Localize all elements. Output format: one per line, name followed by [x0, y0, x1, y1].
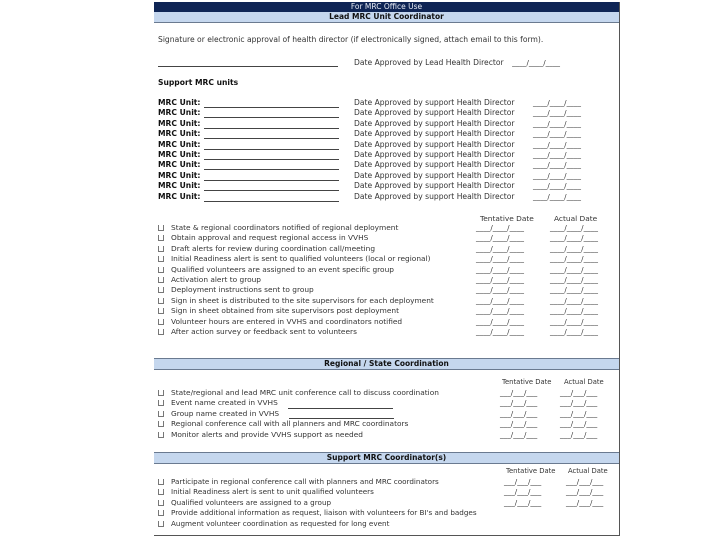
actual-date-field[interactable]: ____/____/____ [550, 275, 598, 284]
checkbox-icon[interactable] [158, 308, 164, 314]
checkbox-icon[interactable] [158, 411, 164, 417]
task-label: Regional conference call with all planners and MRC coordinators [171, 419, 409, 429]
checkbox-icon[interactable] [158, 287, 164, 293]
support-date-label: Date Approved by support Health Director [354, 181, 515, 191]
actual-date-field[interactable]: ___/___/___ [566, 497, 604, 507]
tentative-date-field[interactable]: ____/____/____ [476, 243, 524, 253]
task-label: Qualified volunteers are assigned to an event specific group [171, 264, 394, 274]
tentative-date-field[interactable]: ___/___/___ [500, 398, 538, 408]
support-unit-row [158, 170, 581, 181]
actual-date-field[interactable]: ____/____/____ [550, 306, 598, 316]
support-date-field[interactable]: ____/____/____ [533, 108, 581, 118]
task-item [158, 497, 604, 508]
name-input[interactable] [288, 400, 393, 409]
checkbox-icon[interactable] [158, 246, 164, 252]
checkbox-icon[interactable] [158, 521, 164, 527]
task-label: Sign in sheet obtained from site supervisors post deployment [171, 306, 400, 316]
checkbox-icon[interactable] [158, 510, 164, 516]
tentative-date-field[interactable]: ____/____/____ [476, 327, 524, 336]
support-date-field[interactable]: ____/____/____ [533, 170, 581, 180]
support-date-label: Date Approved by support Health Director [354, 139, 515, 149]
task-item [158, 408, 598, 419]
task-label: Qualified volunteers are assigned to a group [171, 497, 332, 507]
mrc-unit-input[interactable] [204, 130, 339, 139]
signature-instruction: Signature or electronic approval of health director (if electronically signed, attach email to this form). [158, 35, 544, 44]
support-date-field[interactable]: ____/____/____ [533, 191, 581, 201]
task-item [158, 487, 604, 497]
checkbox-icon[interactable] [158, 390, 164, 396]
task-label: Initial Readiness alert is sent to unit qualified volunteers [171, 487, 374, 497]
support-date-label: Date Approved by support Health Director [354, 160, 515, 170]
task-label: Deployment instructions sent to group [171, 285, 314, 295]
support-date-field[interactable]: ____/____/____ [533, 160, 581, 170]
task-label: Sign in sheet is distributed to the site supervisors for each deployment [171, 295, 434, 305]
tentative-date-field[interactable]: ____/____/____ [476, 223, 524, 232]
actual-date-field[interactable]: ____/____/____ [550, 316, 598, 326]
mrc-office-form [154, 2, 620, 536]
checkbox-icon[interactable] [158, 329, 164, 335]
tentative-date-field[interactable]: ____/____/____ [476, 233, 524, 243]
task-label: Provide additional information as request, liaison with volunteers for BI's and badges [171, 508, 477, 518]
office-use-banner: For MRC Office Use [154, 2, 619, 12]
task-label: Participate in regional conference call with planners and MRC coordinators [171, 477, 439, 486]
mrc-unit-input[interactable] [204, 120, 339, 129]
mrc-unit-label: MRC Unit: [158, 191, 201, 201]
task-item [158, 398, 598, 408]
mrc-unit-label: MRC Unit: [158, 170, 201, 180]
lead-date-row [354, 58, 560, 68]
support-date-field[interactable]: ____/____/____ [533, 181, 581, 191]
task-label: Initial Readiness alert is sent to qualified volunteers (local or regional) [171, 254, 431, 264]
actual-date-field[interactable]: ___/___/___ [560, 408, 598, 418]
checkbox-icon[interactable] [158, 235, 164, 241]
mrc-unit-input[interactable] [204, 161, 339, 170]
mrc-unit-input[interactable] [204, 141, 339, 150]
actual-date-field[interactable]: ____/____/____ [550, 295, 598, 305]
task-label: Augment volunteer coordination as requested for long event [171, 518, 390, 528]
task-item [158, 508, 477, 518]
actual-date-field[interactable]: ____/____/____ [550, 243, 598, 253]
task-label: Draft alerts for review during coordination call/meeting [171, 243, 376, 253]
task-item [158, 254, 598, 264]
mrc-unit-label: MRC Unit: [158, 118, 201, 128]
task-item [158, 243, 598, 254]
mrc-unit-input[interactable] [204, 193, 339, 202]
task-label: Monitor alerts and provide VVHS support as needed [171, 429, 363, 439]
support-date-label: Date Approved by support Health Director [354, 150, 515, 159]
regional-col-tentative: Tentative Date [502, 378, 552, 386]
support-coord-section-header: Support MRC Coordinator(s) [154, 452, 619, 464]
tentative-date-field[interactable]: ___/___/___ [504, 497, 542, 507]
tentative-date-field[interactable]: ___/___/___ [500, 429, 538, 439]
actual-date-field[interactable]: ___/___/___ [560, 398, 598, 408]
actual-date-field[interactable]: ___/___/___ [560, 419, 598, 429]
task-item [158, 223, 598, 233]
tentative-date-field[interactable]: ____/____/____ [476, 306, 524, 316]
tentative-date-field[interactable]: ____/____/____ [476, 316, 524, 326]
task-item [158, 233, 598, 243]
mrc-unit-input[interactable] [204, 182, 339, 191]
mrc-unit-label: MRC Unit: [158, 139, 201, 149]
checkbox-icon[interactable] [158, 432, 164, 438]
checkbox-icon[interactable] [158, 298, 164, 304]
task-item [158, 419, 598, 429]
support-date-field[interactable]: ____/____/____ [533, 129, 581, 139]
support-date-field[interactable]: ____/____/____ [533, 118, 581, 128]
actual-date-field[interactable]: ____/____/____ [550, 327, 598, 336]
task-item [158, 264, 598, 275]
mrc-unit-input[interactable] [204, 99, 339, 108]
task-item [158, 275, 598, 285]
tentative-date-field[interactable]: ____/____/____ [476, 275, 524, 284]
support-date-label: Date Approved by support Health Director [354, 129, 515, 139]
support-unit-row [158, 98, 581, 108]
actual-date-field[interactable]: ____/____/____ [550, 264, 598, 274]
lead-date-field[interactable]: ____/____/____ [512, 58, 561, 67]
task-label: Volunteer hours are entered in VVHS and coordinators notified [171, 316, 403, 326]
support-unit-row [158, 139, 581, 150]
task-item [158, 285, 598, 295]
checkbox-icon[interactable] [158, 479, 164, 485]
task-item [158, 388, 598, 398]
signature-line[interactable] [158, 58, 338, 67]
checkbox-icon[interactable] [158, 500, 164, 506]
task-label: Activation alert to group [171, 275, 261, 284]
task-label: Group name created in VVHS [171, 408, 280, 418]
task-item [158, 519, 389, 529]
support-units-heading: Support MRC units [158, 78, 239, 87]
support-unit-row [158, 108, 581, 118]
task-label: State/regional and lead MRC unit conference call to discuss coordination [171, 388, 439, 397]
tentative-date-field[interactable]: ___/___/___ [500, 419, 538, 429]
actual-date-field[interactable]: ____/____/____ [550, 223, 598, 232]
checkbox-icon[interactable] [158, 400, 164, 406]
lead-section-header: Lead MRC Unit Coordinator [154, 12, 619, 23]
checkbox-icon[interactable] [158, 267, 164, 273]
mrc-unit-label: MRC Unit: [158, 129, 201, 139]
task-item [158, 306, 598, 316]
support-unit-row [158, 191, 581, 202]
tentative-date-field[interactable]: ____/____/____ [476, 285, 524, 295]
mrc-unit-label: MRC Unit: [158, 150, 201, 159]
support-date-label: Date Approved by support Health Director [354, 108, 515, 118]
checkbox-icon[interactable] [158, 256, 164, 262]
mrc-unit-input[interactable] [204, 109, 339, 118]
checkbox-icon[interactable] [158, 225, 164, 231]
actual-date-field[interactable]: ___/___/___ [560, 429, 598, 439]
lead-col-actual: Actual Date [554, 214, 598, 223]
support-date-label: Date Approved by support Health Director [354, 98, 515, 107]
actual-date-field[interactable]: ___/___/___ [566, 487, 604, 497]
checkbox-icon[interactable] [158, 421, 164, 427]
regional-col-actual: Actual Date [564, 378, 604, 386]
task-item [158, 295, 598, 306]
task-item [158, 316, 598, 327]
tentative-date-field[interactable]: ____/____/____ [476, 295, 524, 305]
support-unit-row [158, 150, 581, 160]
task-label: After action survey or feedback sent to volunteers [171, 327, 357, 336]
support-unit-row [158, 118, 581, 129]
support-date-label: Date Approved by support Health Director [354, 191, 515, 201]
support-col-actual: Actual Date [568, 467, 608, 475]
support-date-label: Date Approved by support Health Director [354, 170, 515, 180]
mrc-unit-label: MRC Unit: [158, 108, 201, 118]
support-date-label: Date Approved by support Health Director [354, 118, 515, 128]
tentative-date-field[interactable]: ___/___/___ [500, 408, 538, 418]
lead-date-label: Date Approved by Lead Health Director [354, 58, 504, 67]
mrc-unit-label: MRC Unit: [158, 160, 201, 170]
support-date-field[interactable]: ____/____/____ [533, 150, 581, 159]
mrc-unit-label: MRC Unit: [158, 181, 201, 191]
tentative-date-field[interactable]: ____/____/____ [476, 254, 524, 264]
mrc-unit-input[interactable] [204, 172, 339, 181]
checkbox-icon[interactable] [158, 277, 164, 283]
task-label: State & regional coordinators notified of regional deployment [171, 223, 399, 232]
task-label: Event name created in VVHS [171, 398, 278, 408]
tentative-date-field[interactable]: ___/___/___ [504, 477, 542, 486]
task-item [158, 327, 598, 337]
tentative-date-field[interactable]: ____/____/____ [476, 264, 524, 274]
task-item [158, 429, 598, 440]
task-label: Obtain approval and request regional access in VVHS [171, 233, 369, 243]
actual-date-field[interactable]: ___/___/___ [566, 477, 604, 486]
actual-date-field[interactable]: ____/____/____ [550, 285, 598, 295]
actual-date-field[interactable]: ___/___/___ [560, 388, 598, 397]
lead-col-tentative: Tentative Date [480, 214, 534, 223]
mrc-unit-label: MRC Unit: [158, 98, 201, 107]
actual-date-field[interactable]: ____/____/____ [550, 233, 598, 243]
name-input[interactable] [289, 410, 394, 419]
checkbox-icon[interactable] [158, 319, 164, 325]
support-col-tentative: Tentative Date [506, 467, 556, 475]
mrc-unit-input[interactable] [204, 151, 339, 160]
checkbox-icon[interactable] [158, 489, 164, 495]
regional-section-header: Regional / State Coordination [154, 358, 619, 370]
tentative-date-field[interactable]: ___/___/___ [504, 487, 542, 497]
support-unit-row [158, 129, 581, 139]
actual-date-field[interactable]: ____/____/____ [550, 254, 598, 264]
task-item [158, 477, 604, 487]
support-unit-row [158, 160, 581, 170]
tentative-date-field[interactable]: ___/___/___ [500, 388, 538, 397]
support-date-field[interactable]: ____/____/____ [533, 139, 581, 149]
support-date-field[interactable]: ____/____/____ [533, 98, 581, 107]
support-unit-row [158, 181, 581, 191]
